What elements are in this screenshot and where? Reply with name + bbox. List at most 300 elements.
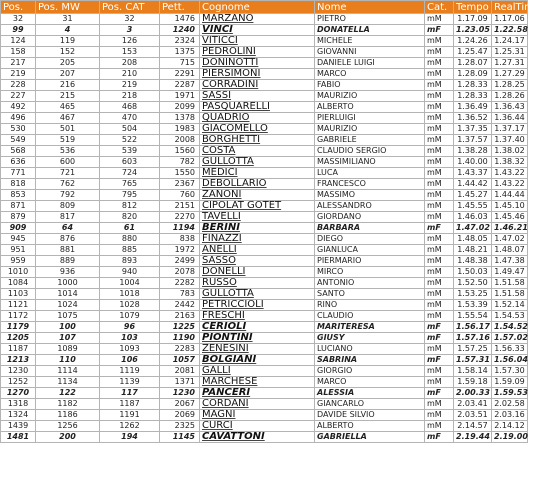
cell-realtime: 1.38.02 <box>492 146 528 157</box>
cell-nome: ALBERTO <box>315 421 425 432</box>
cell-tempo: 1.57.31 <box>454 355 492 366</box>
cell-cat: mF <box>425 333 454 344</box>
cell-pett: 1190 <box>160 333 200 344</box>
cell-cat: mM <box>425 113 454 124</box>
table-row <box>1 190 528 201</box>
cell-nome: SABRINA <box>315 355 425 366</box>
cell-realtime: 1.56.33 <box>492 344 528 355</box>
cell-tempo: 1.28.33 <box>454 91 492 102</box>
cell-pett: 1371 <box>160 377 200 388</box>
cell-tempo: 1.59.18 <box>454 377 492 388</box>
cell-realtime: 1.17.06 <box>492 14 528 25</box>
cell-nome: MAURIZIO <box>315 124 425 135</box>
cell-pett: 1375 <box>160 47 200 58</box>
cell-realtime: 1.57.30 <box>492 366 528 377</box>
cell-pett: 1550 <box>160 168 200 179</box>
cell-cat: mM <box>425 410 454 421</box>
cell-pos-mw: 465 <box>36 102 100 113</box>
cell-cognome[interactable]: DONELLI <box>200 267 315 278</box>
cell-tempo: 1.47.02 <box>454 223 492 234</box>
cell-cognome[interactable]: TAVELLI <box>200 212 315 223</box>
cell-nome: MIRCO <box>315 267 425 278</box>
cell-pos-cat: 1004 <box>100 278 160 289</box>
cell-cognome[interactable]: BERINI <box>200 223 315 234</box>
cell-nome: LUCIANO <box>315 344 425 355</box>
cell-tempo: 1.46.03 <box>454 212 492 223</box>
cell-pos: 217 <box>1 58 36 69</box>
table-row <box>1 333 528 344</box>
cell-nome: MASSIMILIANO <box>315 157 425 168</box>
cell-pos: 227 <box>1 91 36 102</box>
table-body <box>1 14 528 443</box>
header-pos-cat: Pos. CAT <box>100 1 160 14</box>
cell-cognome[interactable]: DEBOLLARIO <box>200 179 315 190</box>
cell-nome: GIANLUCA <box>315 245 425 256</box>
cell-pos-mw: 122 <box>36 388 100 399</box>
cell-tempo: 1.28.09 <box>454 69 492 80</box>
cell-pos: 945 <box>1 234 36 245</box>
cell-cognome[interactable]: MARCHESE <box>200 377 315 388</box>
cell-nome: GIOVANNI <box>315 47 425 58</box>
table-row <box>1 80 528 91</box>
cell-cat: mM <box>425 14 454 25</box>
cell-pos-cat: 153 <box>100 47 160 58</box>
cell-pos: 1324 <box>1 410 36 421</box>
cell-tempo: 1.24.26 <box>454 36 492 47</box>
table-row <box>1 102 528 113</box>
table-row <box>1 256 528 267</box>
cell-cognome[interactable]: GIACOMELLO <box>200 124 315 135</box>
cell-cat: mM <box>425 311 454 322</box>
cell-tempo: 1.53.25 <box>454 289 492 300</box>
cell-tempo: 1.37.35 <box>454 124 492 135</box>
cell-cognome[interactable]: BOLGIANI <box>200 355 315 366</box>
cell-pos-mw: 216 <box>36 80 100 91</box>
cell-cat: mM <box>425 146 454 157</box>
cell-cognome[interactable]: PETRICCIOLI <box>200 300 315 311</box>
cell-pos: 219 <box>1 69 36 80</box>
cell-pos-cat: 1119 <box>100 366 160 377</box>
cell-pos-mw: 1014 <box>36 289 100 300</box>
cell-cat: mM <box>425 256 454 267</box>
cell-cognome[interactable]: MAGNI <box>200 410 315 421</box>
table-row <box>1 223 528 234</box>
cell-pos-mw: 215 <box>36 91 100 102</box>
cell-nome: GIANCARLO <box>315 399 425 410</box>
cell-pos-cat: 194 <box>100 432 160 443</box>
cell-cognome[interactable]: GALLI <box>200 366 315 377</box>
cell-realtime: 1.36.44 <box>492 113 528 124</box>
cell-pos-mw: 205 <box>36 58 100 69</box>
cell-pett: 1476 <box>160 14 200 25</box>
cell-pett: 2151 <box>160 201 200 212</box>
cell-cat: mM <box>425 179 454 190</box>
cell-pos: 1481 <box>1 432 36 443</box>
cell-pos-cat: 219 <box>100 80 160 91</box>
cell-cognome[interactable]: SASSO <box>200 256 315 267</box>
cell-nome: ALESSANDRO <box>315 201 425 212</box>
cell-tempo: 1.38.28 <box>454 146 492 157</box>
table-row <box>1 25 528 36</box>
cell-realtime: 1.44.44 <box>492 190 528 201</box>
cell-pos-mw: 1134 <box>36 377 100 388</box>
cell-pos-cat: 96 <box>100 322 160 333</box>
cell-realtime: 1.37.17 <box>492 124 528 135</box>
cell-nome: DANIELE LUIGI <box>315 58 425 69</box>
cell-pos-cat: 504 <box>100 124 160 135</box>
cell-cognome[interactable]: PANCERI <box>200 388 315 399</box>
cell-pos: 1010 <box>1 267 36 278</box>
cell-pett: 760 <box>160 190 200 201</box>
cell-tempo: 2.14.57 <box>454 421 492 432</box>
cell-pos: 1270 <box>1 388 36 399</box>
cell-pos-mw: 200 <box>36 432 100 443</box>
table-header <box>1 1 540 14</box>
cell-tempo: 1.36.52 <box>454 113 492 124</box>
cell-cat: mM <box>425 344 454 355</box>
cell-cognome[interactable]: CORRADINI <box>200 80 315 91</box>
cell-pos: 1205 <box>1 333 36 344</box>
table-row <box>1 289 528 300</box>
cell-cognome[interactable]: ZENESINI <box>200 344 315 355</box>
cell-cognome[interactable]: FINAZZI <box>200 234 315 245</box>
table-row <box>1 278 528 289</box>
cell-pos-cat: 1093 <box>100 344 160 355</box>
cell-tempo: 1.57.25 <box>454 344 492 355</box>
cell-realtime: 1.48.07 <box>492 245 528 256</box>
cell-tempo: 1.44.42 <box>454 179 492 190</box>
table-row <box>1 157 528 168</box>
cell-cat: mF <box>425 432 454 443</box>
cell-realtime: 1.56.04 <box>492 355 528 366</box>
cell-pos-mw: 501 <box>36 124 100 135</box>
cell-cat: mF <box>425 388 454 399</box>
cell-pett: 2282 <box>160 278 200 289</box>
cell-tempo: 1.52.50 <box>454 278 492 289</box>
cell-cognome[interactable]: CORDANI <box>200 399 315 410</box>
cell-pos: 496 <box>1 113 36 124</box>
table-row <box>1 113 528 124</box>
cell-cognome[interactable]: ANELLI <box>200 245 315 256</box>
cell-pett: 2163 <box>160 311 200 322</box>
cell-pos-cat: 126 <box>100 36 160 47</box>
cell-pos: 1252 <box>1 377 36 388</box>
cell-tempo: 1.56.17 <box>454 322 492 333</box>
cell-pett: 2367 <box>160 179 200 190</box>
cell-pos-mw: 881 <box>36 245 100 256</box>
cell-pos-cat: 1139 <box>100 377 160 388</box>
cell-tempo: 1.23.05 <box>454 25 492 36</box>
cell-nome: GIUSY <box>315 333 425 344</box>
cell-pos-cat: 880 <box>100 234 160 245</box>
cell-cognome[interactable]: QUADRIO <box>200 113 315 124</box>
cell-pos-cat: 218 <box>100 91 160 102</box>
table-row <box>1 146 528 157</box>
cell-cognome[interactable]: CAVATTONI <box>200 432 315 443</box>
cell-pett: 2078 <box>160 267 200 278</box>
cell-pett: 1378 <box>160 113 200 124</box>
table-row <box>1 344 528 355</box>
cell-pos-cat: 1079 <box>100 311 160 322</box>
cell-pett: 1057 <box>160 355 200 366</box>
cell-pett: 782 <box>160 157 200 168</box>
cell-pett: 1240 <box>160 25 200 36</box>
cell-cognome[interactable]: RUSSO <box>200 278 315 289</box>
cell-pos-mw: 1024 <box>36 300 100 311</box>
cell-pos: 1121 <box>1 300 36 311</box>
cell-nome: RINO <box>315 300 425 311</box>
cell-pos: 1318 <box>1 399 36 410</box>
cell-tempo: 1.58.14 <box>454 366 492 377</box>
cell-pett: 1194 <box>160 223 200 234</box>
cell-nome: GABRIELE <box>315 135 425 146</box>
cell-pett: 1145 <box>160 432 200 443</box>
cell-cognome[interactable]: SASSI <box>200 91 315 102</box>
cell-pos-cat: 1191 <box>100 410 160 421</box>
header-row <box>1 1 528 14</box>
cell-cat: mM <box>425 157 454 168</box>
cell-realtime: 1.24.17 <box>492 36 528 47</box>
cell-pos: 871 <box>1 201 36 212</box>
cell-pos: 909 <box>1 223 36 234</box>
cell-pett: 2442 <box>160 300 200 311</box>
cell-cat: mF <box>425 355 454 366</box>
cell-pos-cat: 32 <box>100 14 160 25</box>
cell-pos-mw: 1089 <box>36 344 100 355</box>
header-nome: Nome <box>315 1 425 14</box>
cell-nome: SANTO <box>315 289 425 300</box>
table-row <box>1 322 528 333</box>
cell-cognome[interactable]: DONINOTTI <box>200 58 315 69</box>
header-cat: Cat. <box>425 1 454 14</box>
cell-cat: mF <box>425 322 454 333</box>
cell-cognome[interactable]: PASQUARELLI <box>200 102 315 113</box>
cell-cognome[interactable]: COSTA <box>200 146 315 157</box>
cell-cat: mM <box>425 168 454 179</box>
cell-cognome[interactable]: CERIOLI <box>200 322 315 333</box>
cell-pos: 853 <box>1 190 36 201</box>
cell-realtime: 1.47.02 <box>492 234 528 245</box>
cell-pett: 838 <box>160 234 200 245</box>
cell-nome: PIETRO <box>315 14 425 25</box>
cell-nome: ALBERTO <box>315 102 425 113</box>
cell-pos-cat: 795 <box>100 190 160 201</box>
cell-realtime: 1.46.21 <box>492 223 528 234</box>
cell-pett: 1972 <box>160 245 200 256</box>
cell-realtime: 1.52.14 <box>492 300 528 311</box>
cell-pos-cat: 3 <box>100 25 160 36</box>
cell-cognome[interactable]: FRESCHI <box>200 311 315 322</box>
cell-pos-mw: 792 <box>36 190 100 201</box>
table-row <box>1 124 528 135</box>
cell-nome: LUCA <box>315 168 425 179</box>
cell-pos-mw: 889 <box>36 256 100 267</box>
cell-pos: 1103 <box>1 289 36 300</box>
table-row <box>1 311 528 322</box>
cell-nome: ANTONIO <box>315 278 425 289</box>
cell-realtime: 1.37.40 <box>492 135 528 146</box>
cell-pos: 158 <box>1 47 36 58</box>
cell-realtime: 1.59.09 <box>492 377 528 388</box>
cell-pos-mw: 936 <box>36 267 100 278</box>
table-row <box>1 421 528 432</box>
cell-realtime: 1.25.31 <box>492 47 528 58</box>
cell-nome: ALESSIA <box>315 388 425 399</box>
cell-tempo: 1.50.03 <box>454 267 492 278</box>
cell-pos-mw: 519 <box>36 135 100 146</box>
cell-pett: 1983 <box>160 124 200 135</box>
cell-pos-cat: 103 <box>100 333 160 344</box>
cell-nome: FRANCESCO <box>315 179 425 190</box>
cell-pos-cat: 1187 <box>100 399 160 410</box>
cell-cognome[interactable]: GULLOTTA <box>200 157 315 168</box>
cell-pos: 818 <box>1 179 36 190</box>
cell-realtime: 2.03.16 <box>492 410 528 421</box>
cell-cat: mM <box>425 36 454 47</box>
cell-realtime: 1.51.58 <box>492 278 528 289</box>
header-tempo: Tempo <box>454 1 492 14</box>
table-row <box>1 300 528 311</box>
table-row <box>1 245 528 256</box>
cell-pos-cat: 468 <box>100 102 160 113</box>
cell-pos: 959 <box>1 256 36 267</box>
cell-nome: DONATELLA <box>315 25 425 36</box>
cell-nome: CLAUDIO SERGIO <box>315 146 425 157</box>
cell-pett: 2008 <box>160 135 200 146</box>
cell-cognome[interactable]: BORGHETTI <box>200 135 315 146</box>
cell-tempo: 1.55.54 <box>454 311 492 322</box>
table-row <box>1 234 528 245</box>
cell-realtime: 1.45.10 <box>492 201 528 212</box>
table-row <box>1 366 528 377</box>
cell-pett: 2324 <box>160 36 200 47</box>
cell-pos-mw: 721 <box>36 168 100 179</box>
cell-pos-mw: 600 <box>36 157 100 168</box>
cell-nome: DIEGO <box>315 234 425 245</box>
cell-tempo: 1.45.27 <box>454 190 492 201</box>
cell-pos-cat: 765 <box>100 179 160 190</box>
cell-pett: 1225 <box>160 322 200 333</box>
cell-cat: mM <box>425 102 454 113</box>
cell-pos-cat: 603 <box>100 157 160 168</box>
table-row <box>1 36 528 47</box>
cell-cognome[interactable]: MARZANO <box>200 14 315 25</box>
table-row <box>1 212 528 223</box>
cell-pos-cat: 106 <box>100 355 160 366</box>
cell-realtime: 1.28.26 <box>492 91 528 102</box>
cell-tempo: 1.45.55 <box>454 201 492 212</box>
cell-pos: 1230 <box>1 366 36 377</box>
header-pos-mw: Pos. MW <box>36 1 100 14</box>
cell-tempo: 1.40.00 <box>454 157 492 168</box>
cell-pos: 1179 <box>1 322 36 333</box>
cell-realtime: 1.27.29 <box>492 69 528 80</box>
cell-tempo: 1.48.05 <box>454 234 492 245</box>
table-row <box>1 410 528 421</box>
cell-pos-mw: 536 <box>36 146 100 157</box>
cell-cognome[interactable]: PIONTINI <box>200 333 315 344</box>
cell-cat: mM <box>425 58 454 69</box>
cell-tempo: 2.19.44 <box>454 432 492 443</box>
cell-tempo: 1.53.39 <box>454 300 492 311</box>
cell-pos-cat: 940 <box>100 267 160 278</box>
cell-tempo: 1.48.38 <box>454 256 492 267</box>
cell-tempo: 1.17.09 <box>454 14 492 25</box>
cell-cognome[interactable]: ZANONI <box>200 190 315 201</box>
cell-cat: mM <box>425 245 454 256</box>
cell-nome: MARCO <box>315 69 425 80</box>
cell-pos: 530 <box>1 124 36 135</box>
cell-cat: mM <box>425 234 454 245</box>
cell-pett: 715 <box>160 58 200 69</box>
cell-cat: mM <box>425 399 454 410</box>
cell-pos-cat: 724 <box>100 168 160 179</box>
cell-pett: 2283 <box>160 344 200 355</box>
table-row <box>1 14 528 25</box>
cell-cognome[interactable]: VINCI <box>200 25 315 36</box>
cell-pos-mw: 64 <box>36 223 100 234</box>
cell-pos-mw: 4 <box>36 25 100 36</box>
cell-nome: GABRIELLA <box>315 432 425 443</box>
cell-pett: 2287 <box>160 80 200 91</box>
cell-tempo: 2.03.41 <box>454 399 492 410</box>
cell-tempo: 2.03.51 <box>454 410 492 421</box>
cell-tempo: 1.48.21 <box>454 245 492 256</box>
table-row <box>1 201 528 212</box>
cell-pos-mw: 1114 <box>36 366 100 377</box>
cell-tempo: 1.57.16 <box>454 333 492 344</box>
cell-pos: 124 <box>1 36 36 47</box>
cell-cognome[interactable]: CIPOLAT GOTET <box>200 201 315 212</box>
cell-tempo: 1.28.33 <box>454 80 492 91</box>
cell-realtime: 1.59.53 <box>492 388 528 399</box>
cell-pos-cat: 117 <box>100 388 160 399</box>
cell-realtime: 1.47.38 <box>492 256 528 267</box>
cell-pos: 1172 <box>1 311 36 322</box>
cell-pos: 492 <box>1 102 36 113</box>
cell-pett: 2067 <box>160 399 200 410</box>
cell-pos-mw: 152 <box>36 47 100 58</box>
cell-pos-mw: 110 <box>36 355 100 366</box>
cell-pett: 2069 <box>160 410 200 421</box>
cell-pos: 1439 <box>1 421 36 432</box>
cell-pos-cat: 1018 <box>100 289 160 300</box>
table-row <box>1 399 528 410</box>
cell-cognome[interactable]: MEDICI <box>200 168 315 179</box>
cell-pos-cat: 1262 <box>100 421 160 432</box>
cell-cognome[interactable]: PEDROLINI <box>200 47 315 58</box>
cell-nome: MAURIZIO <box>315 91 425 102</box>
cell-pos-mw: 100 <box>36 322 100 333</box>
cell-pos-mw: 876 <box>36 234 100 245</box>
cell-cognome[interactable]: PIERSIMONI <box>200 69 315 80</box>
cell-pos-cat: 61 <box>100 223 160 234</box>
cell-cognome[interactable]: GULLOTTA <box>200 289 315 300</box>
cell-cognome[interactable]: VITICCI <box>200 36 315 47</box>
cell-nome: MARCO <box>315 377 425 388</box>
cell-cognome[interactable]: CURCI <box>200 421 315 432</box>
cell-cat: mM <box>425 421 454 432</box>
cell-pos-cat: 812 <box>100 201 160 212</box>
table-row <box>1 135 528 146</box>
cell-pos-mw: 467 <box>36 113 100 124</box>
cell-pett: 2081 <box>160 366 200 377</box>
cell-pos-mw: 31 <box>36 14 100 25</box>
cell-cat: mM <box>425 135 454 146</box>
cell-pos-mw: 1075 <box>36 311 100 322</box>
cell-cat: mM <box>425 124 454 135</box>
cell-pos-cat: 893 <box>100 256 160 267</box>
